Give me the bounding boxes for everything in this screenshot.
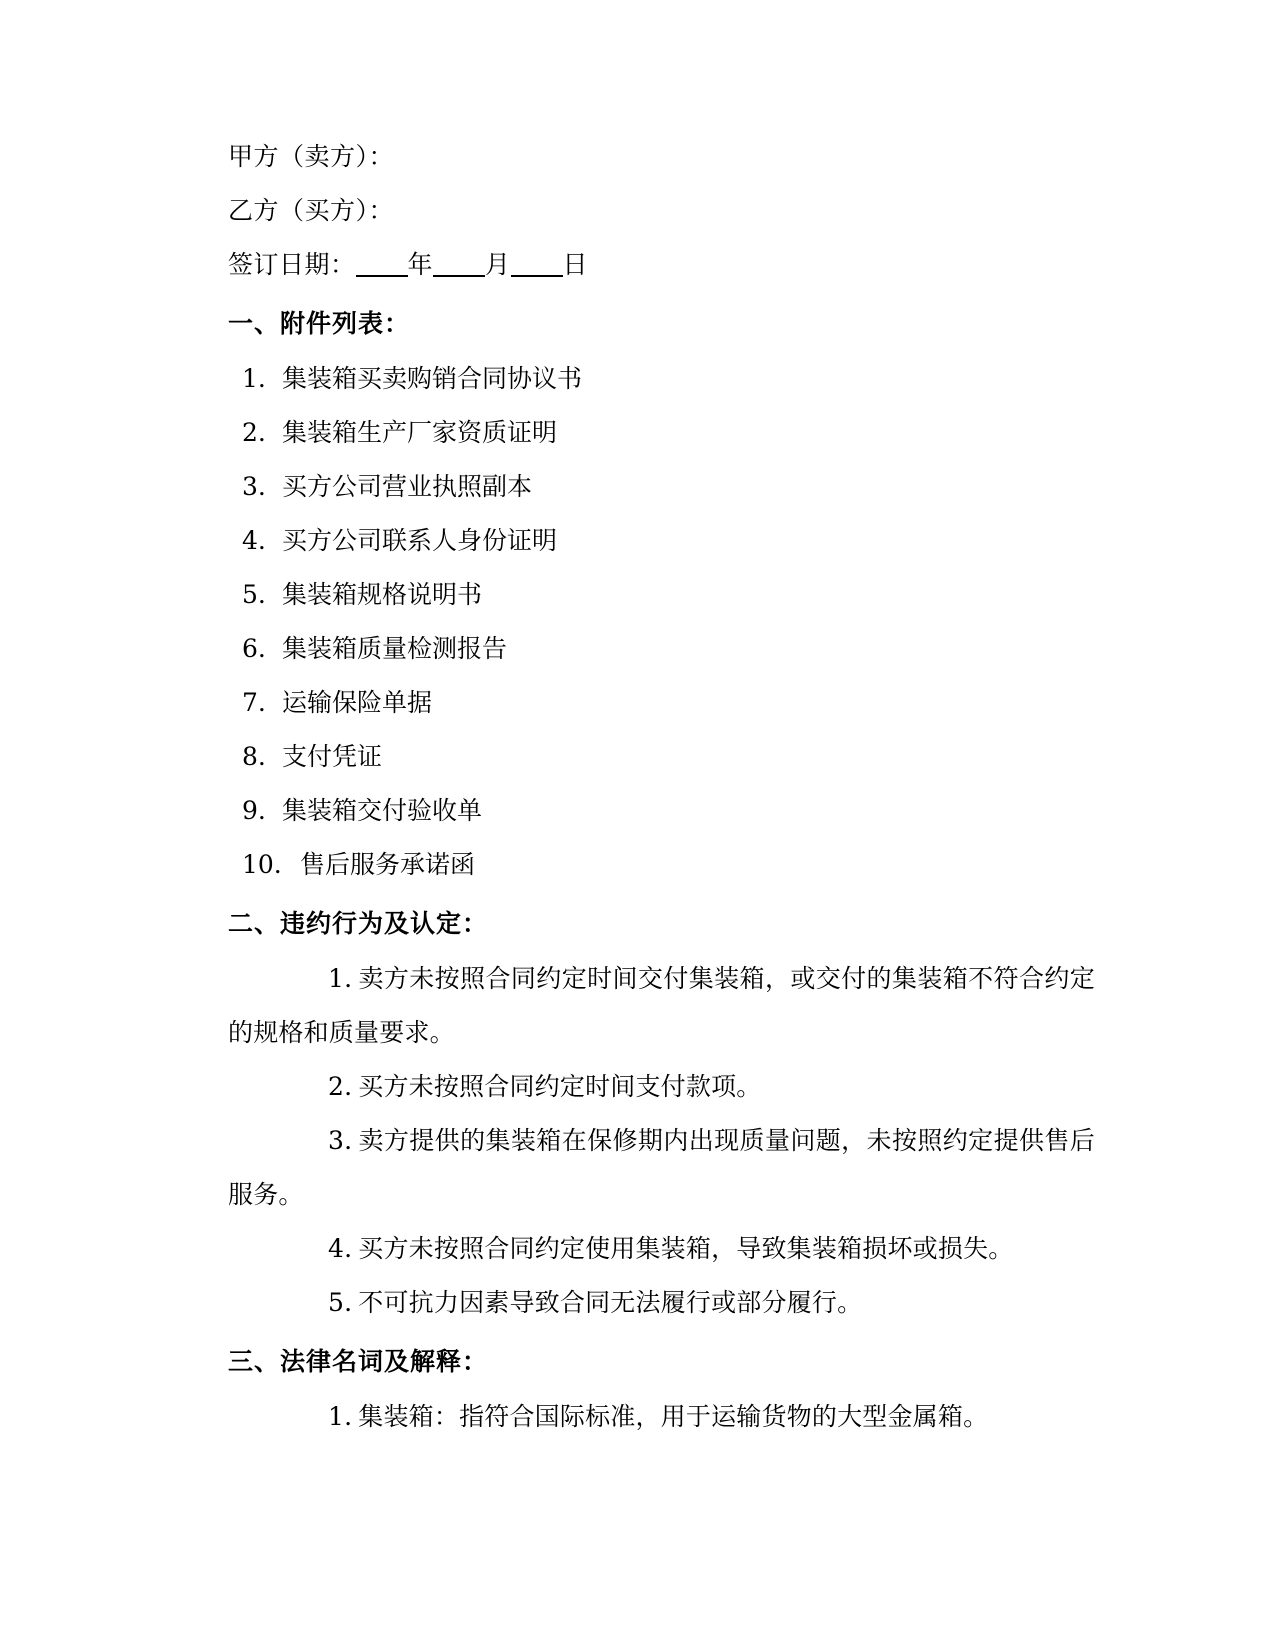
list-item-label: 集装箱买卖购销合同协议书 (282, 364, 583, 393)
paragraph (228, 1114, 1095, 1222)
paragraph (228, 1276, 1095, 1330)
list-item-label: 买方公司联系人身份证明 (282, 526, 558, 555)
day-blank (511, 275, 563, 277)
list-item (228, 460, 1095, 514)
paragraph (228, 1390, 1095, 1444)
list-item-number: 7. (242, 688, 266, 717)
list-item (228, 838, 1095, 892)
list-item-number: 8. (242, 742, 266, 771)
list-item-number: 3. (242, 472, 266, 501)
list-item (228, 730, 1095, 784)
list-item-number: 5. (242, 580, 266, 609)
list-item-label: 运输保险单据 (282, 688, 433, 717)
party-seller-label: 甲方（卖方）： (228, 142, 395, 171)
paragraph-number: 1. (328, 964, 353, 993)
list-item (228, 676, 1095, 730)
paragraph-text: 卖方提供的集装箱在保修期内出现质量问题，未按照约定提供售后服务。 (228, 1126, 1095, 1209)
list-item-label: 支付凭证 (282, 742, 383, 771)
list-item-label: 集装箱生产厂家资质证明 (282, 418, 558, 447)
paragraph-number: 2. (328, 1072, 353, 1101)
list-item (228, 568, 1095, 622)
section-heading-breach: 二、违约行为及认定： (228, 909, 489, 938)
paragraph (228, 1060, 1095, 1114)
sign-date-line (228, 238, 1095, 292)
list-item-label: 集装箱质量检测报告 (282, 634, 508, 663)
section-heading-attachments: 一、附件列表： (228, 309, 411, 338)
list-item-label: 集装箱交付验收单 (282, 796, 483, 825)
list-item (228, 352, 1095, 406)
paragraph (228, 1222, 1095, 1276)
list-item-number: 10. (242, 850, 282, 879)
paragraph-text: 买方未按照合同约定使用集装箱，导致集装箱损坏或损失。 (358, 1234, 1014, 1263)
paragraph-number: 4. (328, 1234, 353, 1263)
paragraph (228, 952, 1095, 1060)
paragraph-text: 买方未按照合同约定时间支付款项。 (358, 1072, 762, 1101)
party-buyer-label: 乙方（买方）： (228, 196, 395, 225)
list-item-number: 6. (242, 634, 266, 663)
month-blank (433, 275, 485, 277)
paragraph-number: 3. (328, 1126, 353, 1155)
paragraph-number: 1. (328, 1402, 353, 1431)
list-item-number: 1. (242, 364, 266, 393)
paragraph-text: 不可抗力因素导致合同无法履行或部分履行。 (358, 1288, 863, 1317)
section-heading-legal-terms: 三、法律名词及解释： (228, 1347, 489, 1376)
list-item (228, 514, 1095, 568)
list-item-number: 2. (242, 418, 266, 447)
sign-date-label: 签订日期： (228, 250, 356, 279)
paragraph-text: 集装箱：指符合国际标准，用于运输货物的大型金属箱。 (358, 1402, 989, 1431)
list-item-number: 9. (242, 796, 266, 825)
paragraph-text: 卖方未按照合同约定时间交付集装箱，或交付的集装箱不符合约定的规格和质量要求。 (228, 964, 1095, 1047)
party-seller-line (228, 130, 1095, 184)
party-buyer-line (228, 184, 1095, 238)
year-unit: 年 (407, 250, 434, 279)
list-item-label: 买方公司营业执照副本 (282, 472, 533, 501)
list-item-number: 4. (242, 526, 266, 555)
list-item (228, 622, 1095, 676)
year-blank (356, 275, 408, 277)
month-unit: 月 (485, 250, 511, 279)
list-item-label: 售后服务承诺函 (300, 850, 476, 879)
paragraph-number: 5. (328, 1288, 353, 1317)
list-item-label: 集装箱规格说明书 (282, 580, 483, 609)
list-item (228, 406, 1095, 460)
list-item (228, 784, 1095, 838)
day-unit: 日 (562, 250, 589, 279)
